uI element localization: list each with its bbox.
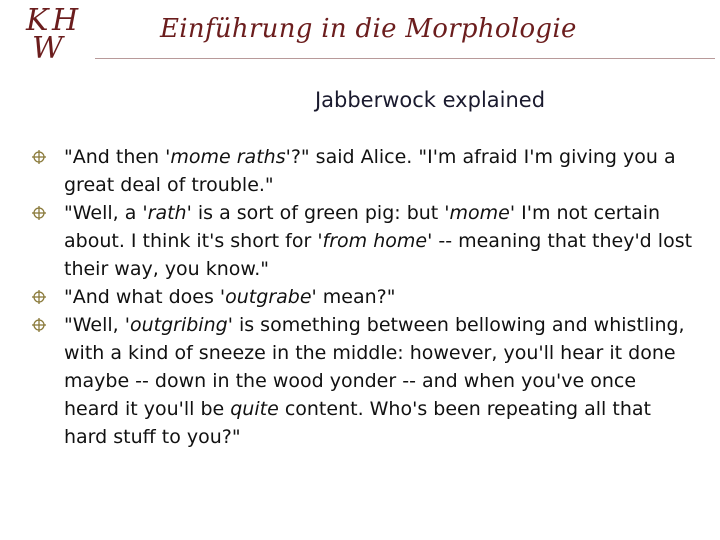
crossed-circle-bullet-icon — [32, 150, 46, 164]
list-item — [54, 143, 694, 199]
svg-text:H: H — [52, 3, 79, 38]
slide-title: Jabberwock explained — [314, 88, 546, 112]
svg-text:K: K — [26, 3, 49, 38]
crossed-circle-bullet-icon — [32, 290, 46, 304]
header-title: Einführung in die Morphologie — [160, 14, 577, 44]
header-divider — [95, 58, 715, 59]
bullet-text: "Well, 'outgribing' is something between bellowing and whistling, with a kind of sneeze in the middle: however, you'll hear it done maybe -- down in the wood yonder -- and when you've once heard it you'll be quite content. Who's been repeating all that hard stuff to you?" — [64, 314, 685, 448]
crossed-circle-bullet-icon — [32, 206, 46, 220]
bullet-list — [54, 143, 694, 451]
crossed-circle-bullet-icon — [32, 318, 46, 332]
bullet-text: "Well, a 'rath' is a sort of green pig: but 'mome' I'm not certain about. I think it's short for 'from home' -- meaning that they'd lost their way, you know." — [64, 202, 693, 280]
list-item — [54, 283, 694, 311]
kh-w-logo — [22, 2, 92, 62]
bullet-text: "And what does 'outgrabe' mean?" — [64, 286, 396, 308]
bullet-text: "And then 'mome raths'?" said Alice. "I'm afraid I'm giving you a great deal of trouble." — [64, 146, 676, 196]
list-item — [54, 311, 694, 451]
svg-text:W: W — [32, 31, 63, 62]
list-item — [54, 199, 694, 283]
